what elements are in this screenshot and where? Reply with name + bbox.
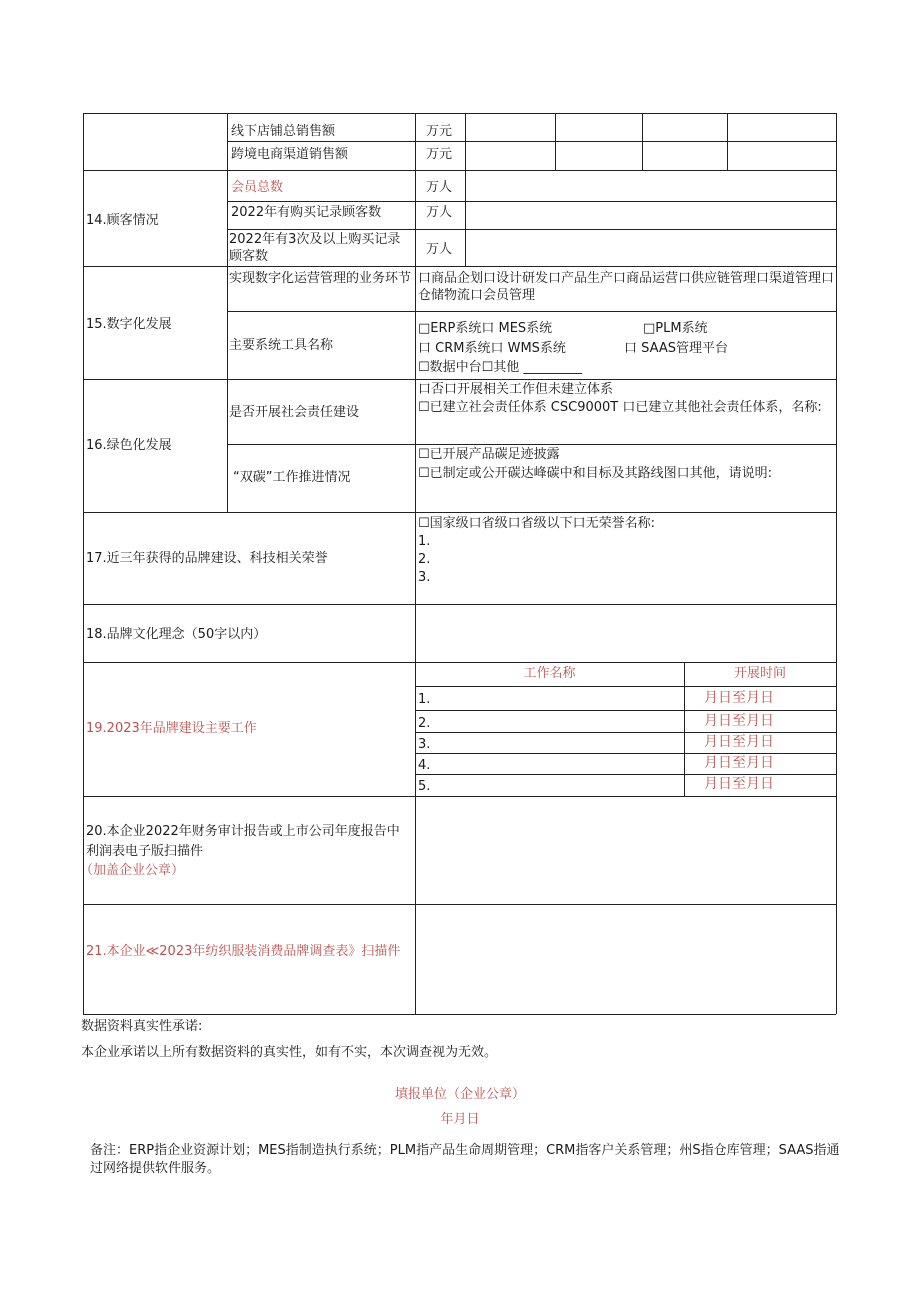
honor-item: 3. bbox=[418, 570, 431, 585]
divider bbox=[415, 710, 836, 711]
work-row-num: 1. bbox=[418, 692, 431, 707]
divider bbox=[227, 113, 228, 379]
row-label: 会员总数 bbox=[231, 180, 284, 195]
divider bbox=[83, 113, 836, 114]
divider bbox=[83, 604, 836, 605]
work-row-time: 月日至月日 bbox=[704, 734, 774, 750]
row-unit: 万人 bbox=[426, 180, 453, 195]
section-18-title: 18.品牌文化理念（50字以内） bbox=[86, 627, 267, 642]
row-unit: 万人 bbox=[426, 205, 453, 220]
divider bbox=[83, 266, 836, 267]
divider bbox=[83, 512, 836, 513]
csr-option[interactable]: ☐已建立社会责任体系 CSC9000T 口已建立其他社会责任体系，名称: bbox=[418, 400, 822, 415]
row-unit: 万人 bbox=[426, 242, 453, 257]
divider bbox=[227, 379, 228, 512]
honor-options[interactable]: ☐国家级口省级口省级以下口无荣誉名称: bbox=[418, 516, 656, 531]
system-option[interactable]: 口 SAAS管理平台 bbox=[624, 341, 729, 356]
column-header: 工作名称 bbox=[523, 666, 576, 681]
divider bbox=[83, 662, 836, 663]
divider bbox=[83, 796, 836, 797]
section-16-title: 16.绿色化发展 bbox=[86, 438, 172, 453]
divider bbox=[83, 170, 836, 171]
divider bbox=[83, 904, 836, 905]
csr-option[interactable]: 口否口开展相关工作但未建立体系 bbox=[418, 382, 614, 397]
divider bbox=[227, 201, 836, 202]
fill-date: 年月日 bbox=[440, 1112, 480, 1127]
system-option[interactable]: 口 CRM系统口 WMS系统 bbox=[418, 341, 566, 356]
table-border-right bbox=[836, 113, 837, 1014]
divider bbox=[227, 229, 836, 230]
row-label: 2022年有购买记录顾客数 bbox=[231, 205, 382, 220]
row-label: 主要系统工具名称 bbox=[229, 338, 334, 353]
row-label: 2022年有3次及以上购买记录顾客数 bbox=[229, 232, 401, 264]
divider bbox=[227, 311, 836, 312]
divider bbox=[227, 141, 836, 142]
row-label: “双碳”工作推进情况 bbox=[233, 470, 351, 485]
section-15-title: 15.数字化发展 bbox=[86, 317, 172, 332]
system-option[interactable]: ☐数据中台☐其他 _________ bbox=[418, 360, 582, 375]
divider bbox=[415, 686, 836, 687]
work-row-time: 月日至月日 bbox=[704, 776, 774, 792]
work-row-num: 2. bbox=[418, 716, 431, 731]
divider bbox=[227, 444, 836, 445]
row-label: 是否开展社会责任建设 bbox=[229, 405, 360, 420]
system-option[interactable]: □PLM系统 bbox=[643, 321, 708, 336]
divider bbox=[465, 113, 466, 266]
work-row-time: 月日至月日 bbox=[704, 755, 774, 771]
honor-item: 2. bbox=[418, 552, 431, 567]
section-14-title: 14.顾客情况 bbox=[86, 213, 159, 228]
section-17-title: 17.近三年获得的品牌建设、科技相关荣誉 bbox=[86, 551, 328, 566]
work-row-num: 5. bbox=[418, 779, 431, 794]
table-border-bottom bbox=[83, 1014, 836, 1015]
row-unit: 万元 bbox=[426, 147, 453, 162]
honor-item: 1. bbox=[418, 534, 431, 549]
column-header: 开展时间 bbox=[733, 666, 786, 681]
work-row-num: 3. bbox=[418, 737, 431, 752]
fill-unit: 填报单位（企业公章） bbox=[394, 1087, 525, 1102]
divider bbox=[415, 774, 836, 775]
row-label: 实现数字化运营管理的业务环节 bbox=[229, 271, 412, 286]
work-row-time: 月日至月日 bbox=[704, 713, 774, 729]
system-option[interactable]: □ERP系统口 MES系统 bbox=[418, 321, 553, 336]
business-options[interactable]: 口商品企划口设计研发口产品生产口商品运营口供应链管理口渠道管理口仓储物流口会员管理 bbox=[418, 271, 835, 303]
carbon-option[interactable]: ☐已开展产品碳足迹披露 bbox=[418, 447, 560, 462]
row-label: 线下店铺总销售额 bbox=[231, 124, 336, 139]
row-unit: 万元 bbox=[426, 124, 453, 139]
section-21-title: 21.本企业≪2023年纺织服装消费品牌调查表》扫描件 bbox=[86, 944, 401, 959]
divider bbox=[415, 732, 836, 733]
divider bbox=[415, 753, 836, 754]
commit-title: 数据资料真实性承诺: bbox=[81, 1019, 203, 1034]
work-row-time: 月日至月日 bbox=[704, 690, 774, 706]
divider bbox=[684, 662, 685, 796]
section-20-note: （加盖企业公章） bbox=[80, 863, 185, 878]
section-19-title: 19.2023年品牌建设主要工作 bbox=[86, 721, 257, 736]
divider bbox=[415, 113, 416, 1014]
remark-note: 备注：ERP指企业资源计划；MES指制造执行系统；PLM指产品生命周期管理；CRM指客户关系管理；州S指仓库管理；SAAS指通过网络提供软件服务。 bbox=[90, 1143, 840, 1176]
section-20-title: 20.本企业2022年财务审计报告或上市公司年度报告中利润表电子版扫描件 bbox=[86, 824, 400, 859]
row-label: 跨境电商渠道销售额 bbox=[231, 147, 349, 162]
divider bbox=[83, 379, 836, 380]
work-row-num: 4. bbox=[418, 758, 431, 773]
carbon-option[interactable]: ☐已制定或公开碳达峰碳中和目标及其路线图口其他，请说明: bbox=[418, 466, 773, 481]
commit-text: 本企业承诺以上所有数据资料的真实性，如有不实，本次调查视为无效。 bbox=[81, 1045, 498, 1060]
